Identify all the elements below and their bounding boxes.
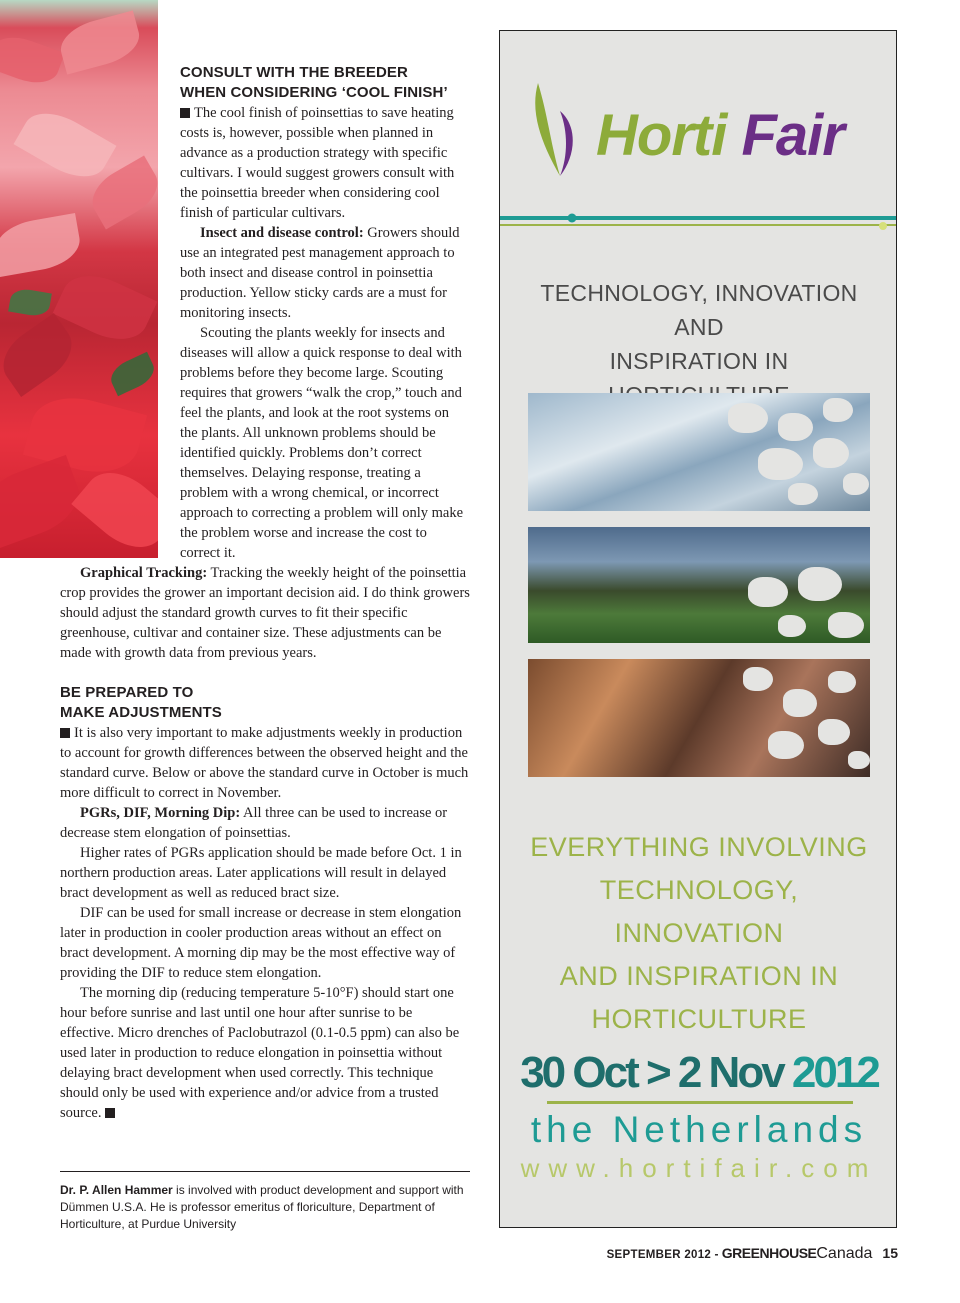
run-in-heading: Graphical Tracking: — [80, 565, 208, 581]
hortifair-logo — [596, 101, 844, 171]
run-in-heading: Insect and disease control: — [200, 225, 364, 241]
heading-line: CONSULT WITH THE BREEDER — [180, 64, 408, 81]
paragraph — [180, 103, 470, 223]
paragraph — [60, 983, 470, 1123]
run-in-heading: PGRs, DIF, Morning Dip: — [80, 805, 241, 821]
claim-line: HORTICULTURE — [591, 1004, 807, 1034]
paragraph-text: Tracking the weekly height of the poinsettia crop provides the grower an important decision aid. I do think growers should adjust the standard growth curves to fit their specific greenhouse, cultivar and container size. These adjustments can be made with growth data from previous years. — [60, 565, 470, 661]
section-heading-breeder — [180, 63, 470, 103]
author-bio-text: is involved with product development and support with Dümmen U.S.A. He is professor emeritus of floriculture, Department of Horticulture, at Purdue University — [60, 1183, 464, 1231]
event-date-range: 30 Oct > 2 Nov — [520, 1048, 783, 1097]
claim-line: EVERYTHING INVOLVING — [530, 832, 868, 862]
section-heading-adjustments — [60, 683, 470, 723]
page-number: 15 — [882, 1245, 898, 1261]
paragraph-text: The morning dip (reducing temperature 5-10°F) should start one hour before sunrise and last until one hour after sunrise to be effective. Micro drenches of Paclobutrazol (0.1-0.5 ppm) can also be used later in production to reduce elongation in poinsettia without delaying bract development when used correctly. This technique should only be used with experience and/or advice from a trusted source. — [60, 985, 460, 1121]
decorative-line — [500, 213, 897, 239]
page-footer — [607, 1242, 898, 1266]
article-column-top — [180, 63, 470, 563]
square-bullet-icon — [180, 108, 190, 118]
event-website-link[interactable]: www.hortifair.com — [520, 1153, 878, 1183]
paragraph-text: All three can be used to increase or decrease stem elongation of poinsettias. — [60, 805, 448, 841]
magazine-name: GREENHOUSE — [721, 1245, 817, 1261]
paragraph: Higher rates of PGRs application should be made before Oct. 1 in northern production areas. Later applications will result in delayed bract development as well as reduced bract size. — [60, 845, 462, 901]
logo-word-fair: Fair — [741, 103, 844, 168]
ad-claim — [520, 826, 878, 1041]
paragraph-text: The cool finish of poinsettias to save heating costs is, however, possible when planned in advance as a production strategy with specific cultivars. I would suggest growers consult with the poinsettia breeder when considering cool finish of particular cultivars. — [180, 105, 455, 221]
paragraph — [60, 723, 470, 803]
bio-divider — [60, 1171, 470, 1172]
end-mark-icon — [105, 1108, 115, 1118]
paragraph-text: Growers should use an integrated pest management approach to both insect and disease control in poinsettia production. Yellow sticky cards are a must for monitoring insects. — [180, 225, 460, 321]
square-bullet-icon — [60, 728, 70, 738]
decorative-line — [547, 1101, 853, 1104]
paragraph — [60, 803, 470, 843]
footer-separator: - — [711, 1247, 722, 1261]
event-location: the Netherlands — [530, 1109, 868, 1150]
magazine-name-suffix: Canada — [816, 1245, 873, 1262]
paragraph — [60, 563, 470, 663]
heading-line: BE PREPARED TO — [60, 684, 194, 701]
author-name: Dr. P. Allen Hammer — [60, 1183, 173, 1197]
paragraph: DIF can be used for small increase or decrease in stem elongation later in production in cooler production areas without an effect on bract development. A morning dip may be the most effective way of providing the DIF to reduce stem elongation. — [60, 905, 462, 981]
tagline-line: TECHNOLOGY, INNOVATION AND — [540, 280, 858, 340]
claim-line: TECHNOLOGY, INNOVATION — [599, 875, 799, 948]
heading-line: MAKE ADJUSTMENTS — [60, 704, 222, 721]
issue-date: SEPTEMBER 2012 — [606, 1249, 712, 1261]
event-year: 2012 — [782, 1048, 878, 1097]
hortifair-leaf-icon — [530, 81, 580, 181]
author-bio — [60, 1182, 470, 1233]
greenhouse-roof-photo — [528, 393, 870, 511]
claim-line: AND INSPIRATION IN — [559, 961, 839, 991]
ad-tagline — [520, 276, 878, 412]
article-section-adjustments — [60, 683, 470, 1123]
paragraph — [180, 223, 470, 323]
paragraph: Scouting the plants weekly for insects and diseases will allow a quick response to deal with problems before they become large. Scouting requires that growers “walk the crop,” touch and feel the plants, and look at the root systems on the plants. All unknown problems should be identified quickly. Problems don’t correct themselves. Delaying response, treating a problem with a wrong chemical, or incorrect approach to correcting a problem will only make the problem worse and increase the cost to correct it. — [180, 325, 464, 561]
trade-fair-crowd-photo — [528, 659, 870, 777]
poinsettia-photo — [0, 0, 158, 558]
article-column-bottom — [60, 563, 470, 663]
tagline-line: INSPIRATION IN — [609, 348, 789, 374]
logo-word-horti: Horti — [596, 103, 727, 168]
hortifair-advertisement[interactable] — [499, 30, 897, 1228]
irrigation-nozzles-photo — [528, 527, 870, 643]
heading-line: WHEN CONSIDERING ‘COOL FINISH’ — [180, 84, 448, 101]
paragraph-text: It is also very important to make adjustments weekly in production to account for growth differences between the observed height and the standard curve. Below or above the standard curve in October is much more difficult to correct in November. — [60, 725, 469, 801]
event-dates — [510, 1043, 888, 1103]
